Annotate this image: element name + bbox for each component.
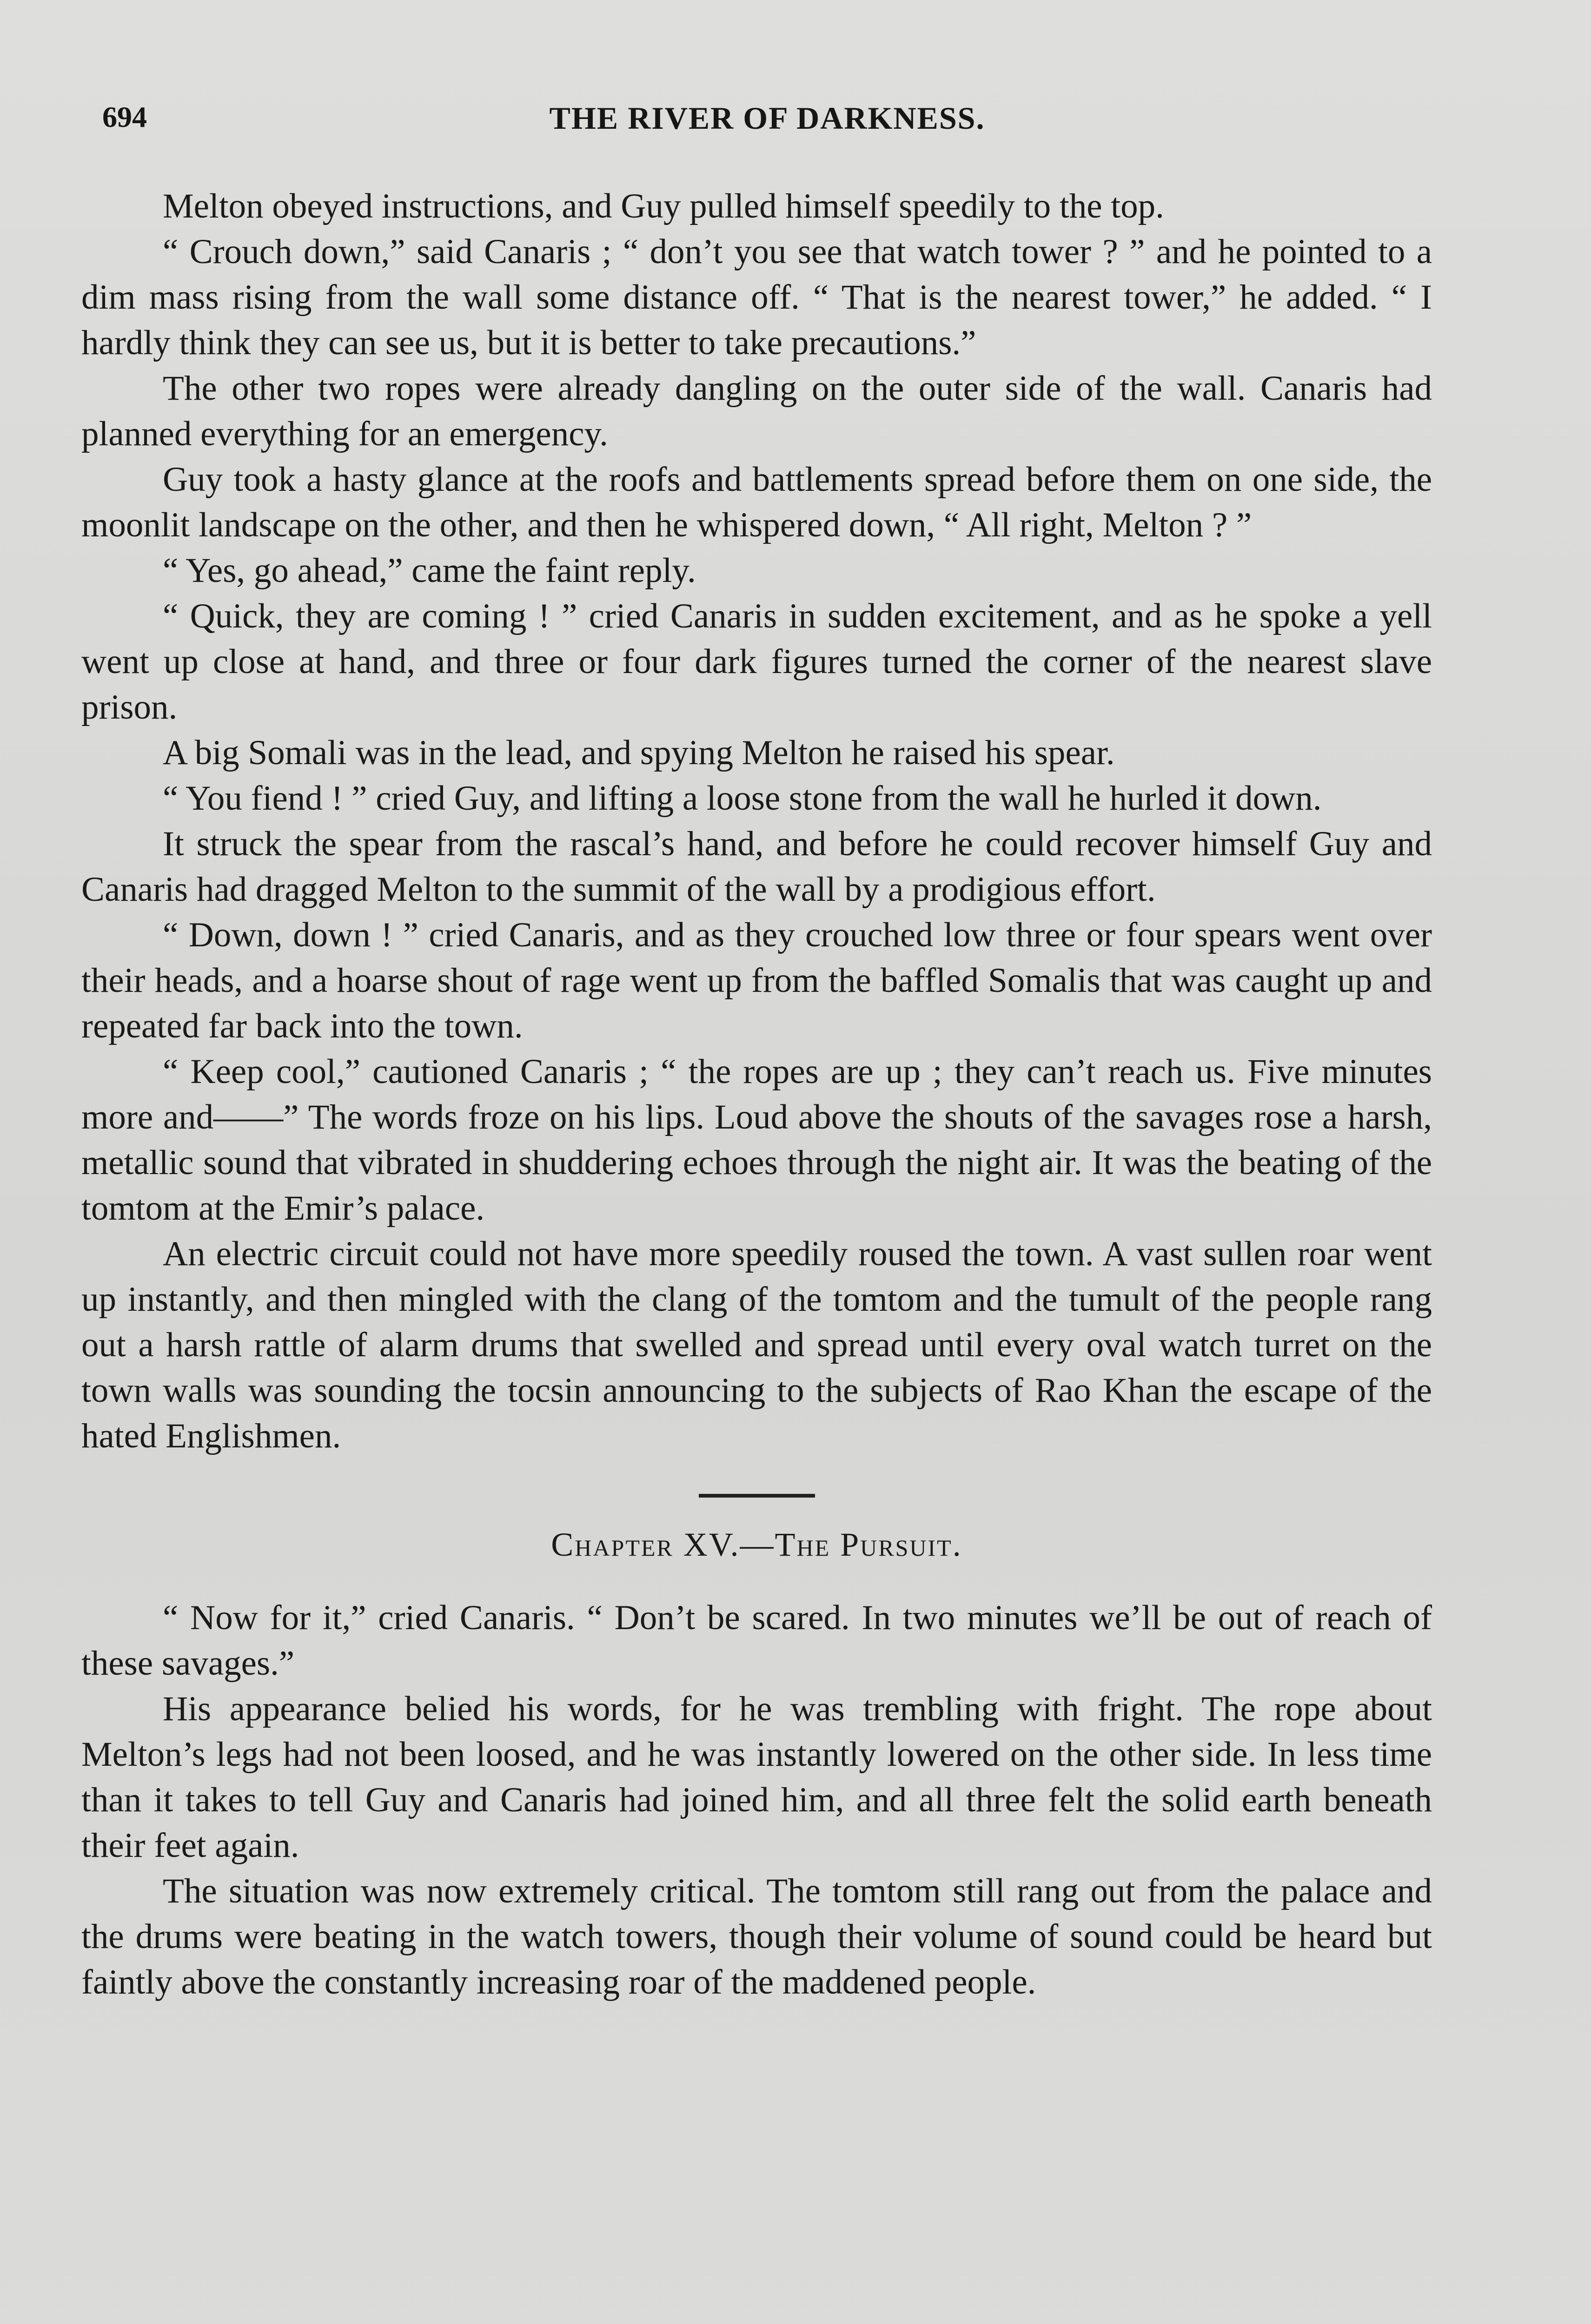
section-divider [699,1494,815,1498]
paragraph: “ You fiend ! ” cried Guy, and lifting a loose stone from the wall he hurled it down. [163,779,1322,818]
paragraph: It struck the spear from the rascal’s hand, and before he could recover himself Guy and Canaris had dragged Melton to the summit of the wall by a prodigious effort. [81,825,1432,909]
paragraph: His appearance belied his words, for he was trembling with fright. The rope about Melton’s legs had not been loosed, and he was instantly lowered on the other side. In less time than it takes to tell Guy and Canaris had joined him, and all three felt the solid earth beneath their feet again. [81,1690,1432,1865]
paragraph: “ Keep cool,” cautioned Canaris ; “ the ropes are up ; they can’t reach us. Five minutes more and——” The words froze on his lips. Loud above the shouts of the savages rose a harsh, metallic sound that vibrated in shuddering echoes through the night air. It was the beating of the tomtom at the Emir’s palace. [81,1052,1432,1228]
body-text [81,184,1432,2005]
paragraph: Guy took a hasty glance at the roofs and battlements spread before them on one side, the moonlit landscape on the other, and then he whispered down, “ All right, Melton ? ” [81,460,1432,544]
paragraph: “ Now for it,” cried Canaris. “ Don’t be scared. In two minutes we’ll be out of reach of these savages.” [81,1598,1432,1683]
paragraph: A big Somali was in the lead, and spying Melton he raised his spear. [163,733,1115,772]
paragraph: “ Quick, they are coming ! ” cried Canaris in sudden excitement, and as he spoke a yell went up close at hand, and three or four dark figures turned the corner of the nearest slave prison. [81,597,1432,726]
page-header [102,100,1432,156]
paragraph: “ Down, down ! ” cried Canaris, and as they crouched low three or four spears went over their heads, and a hoarse shout of rage went up from the baffled Somalis that was caught up and repeated far back into the town. [81,916,1432,1045]
chapter-heading: Chapter XV.—The Pursuit. [551,1526,962,1563]
paragraph: An electric circuit could not have more speedily roused the town. A vast sullen roar went up instantly, and then mingled with the clang of the tomtom and the tumult of the people rang out a harsh rattle of alarm drums that swelled and spread until every oval watch turret on the town walls was sounding the tocsin announcing to the subjects of Rao Khan the escape of the hated Englishmen. [81,1235,1432,1455]
paragraph: Melton obeyed instructions, and Guy pulled himself speedily to the top. [163,187,1164,225]
page-number: 694 [102,100,147,133]
running-head: THE RIVER OF DARKNESS. [549,100,985,136]
paragraph: “ Yes, go ahead,” came the faint reply. [163,551,696,590]
paragraph: “ Crouch down,” said Canaris ; “ don’t you see that watch tower ? ” and he pointed to a dim mass rising from the wall some distance off. “ That is the nearest tower,” he added. “ I hardly think they can see us, but it is better to take precautions.” [81,232,1432,362]
paragraph: The situation was now extremely critical. The tomtom still rang out from the palace and the drums were beating in the watch towers, though their volume of sound could be heard but faintly above the constantly increasing roar of the maddened people. [81,1872,1432,2001]
paragraph: The other two ropes were already dangling on the outer side of the wall. Canaris had planned everything for an emergency. [81,369,1432,453]
